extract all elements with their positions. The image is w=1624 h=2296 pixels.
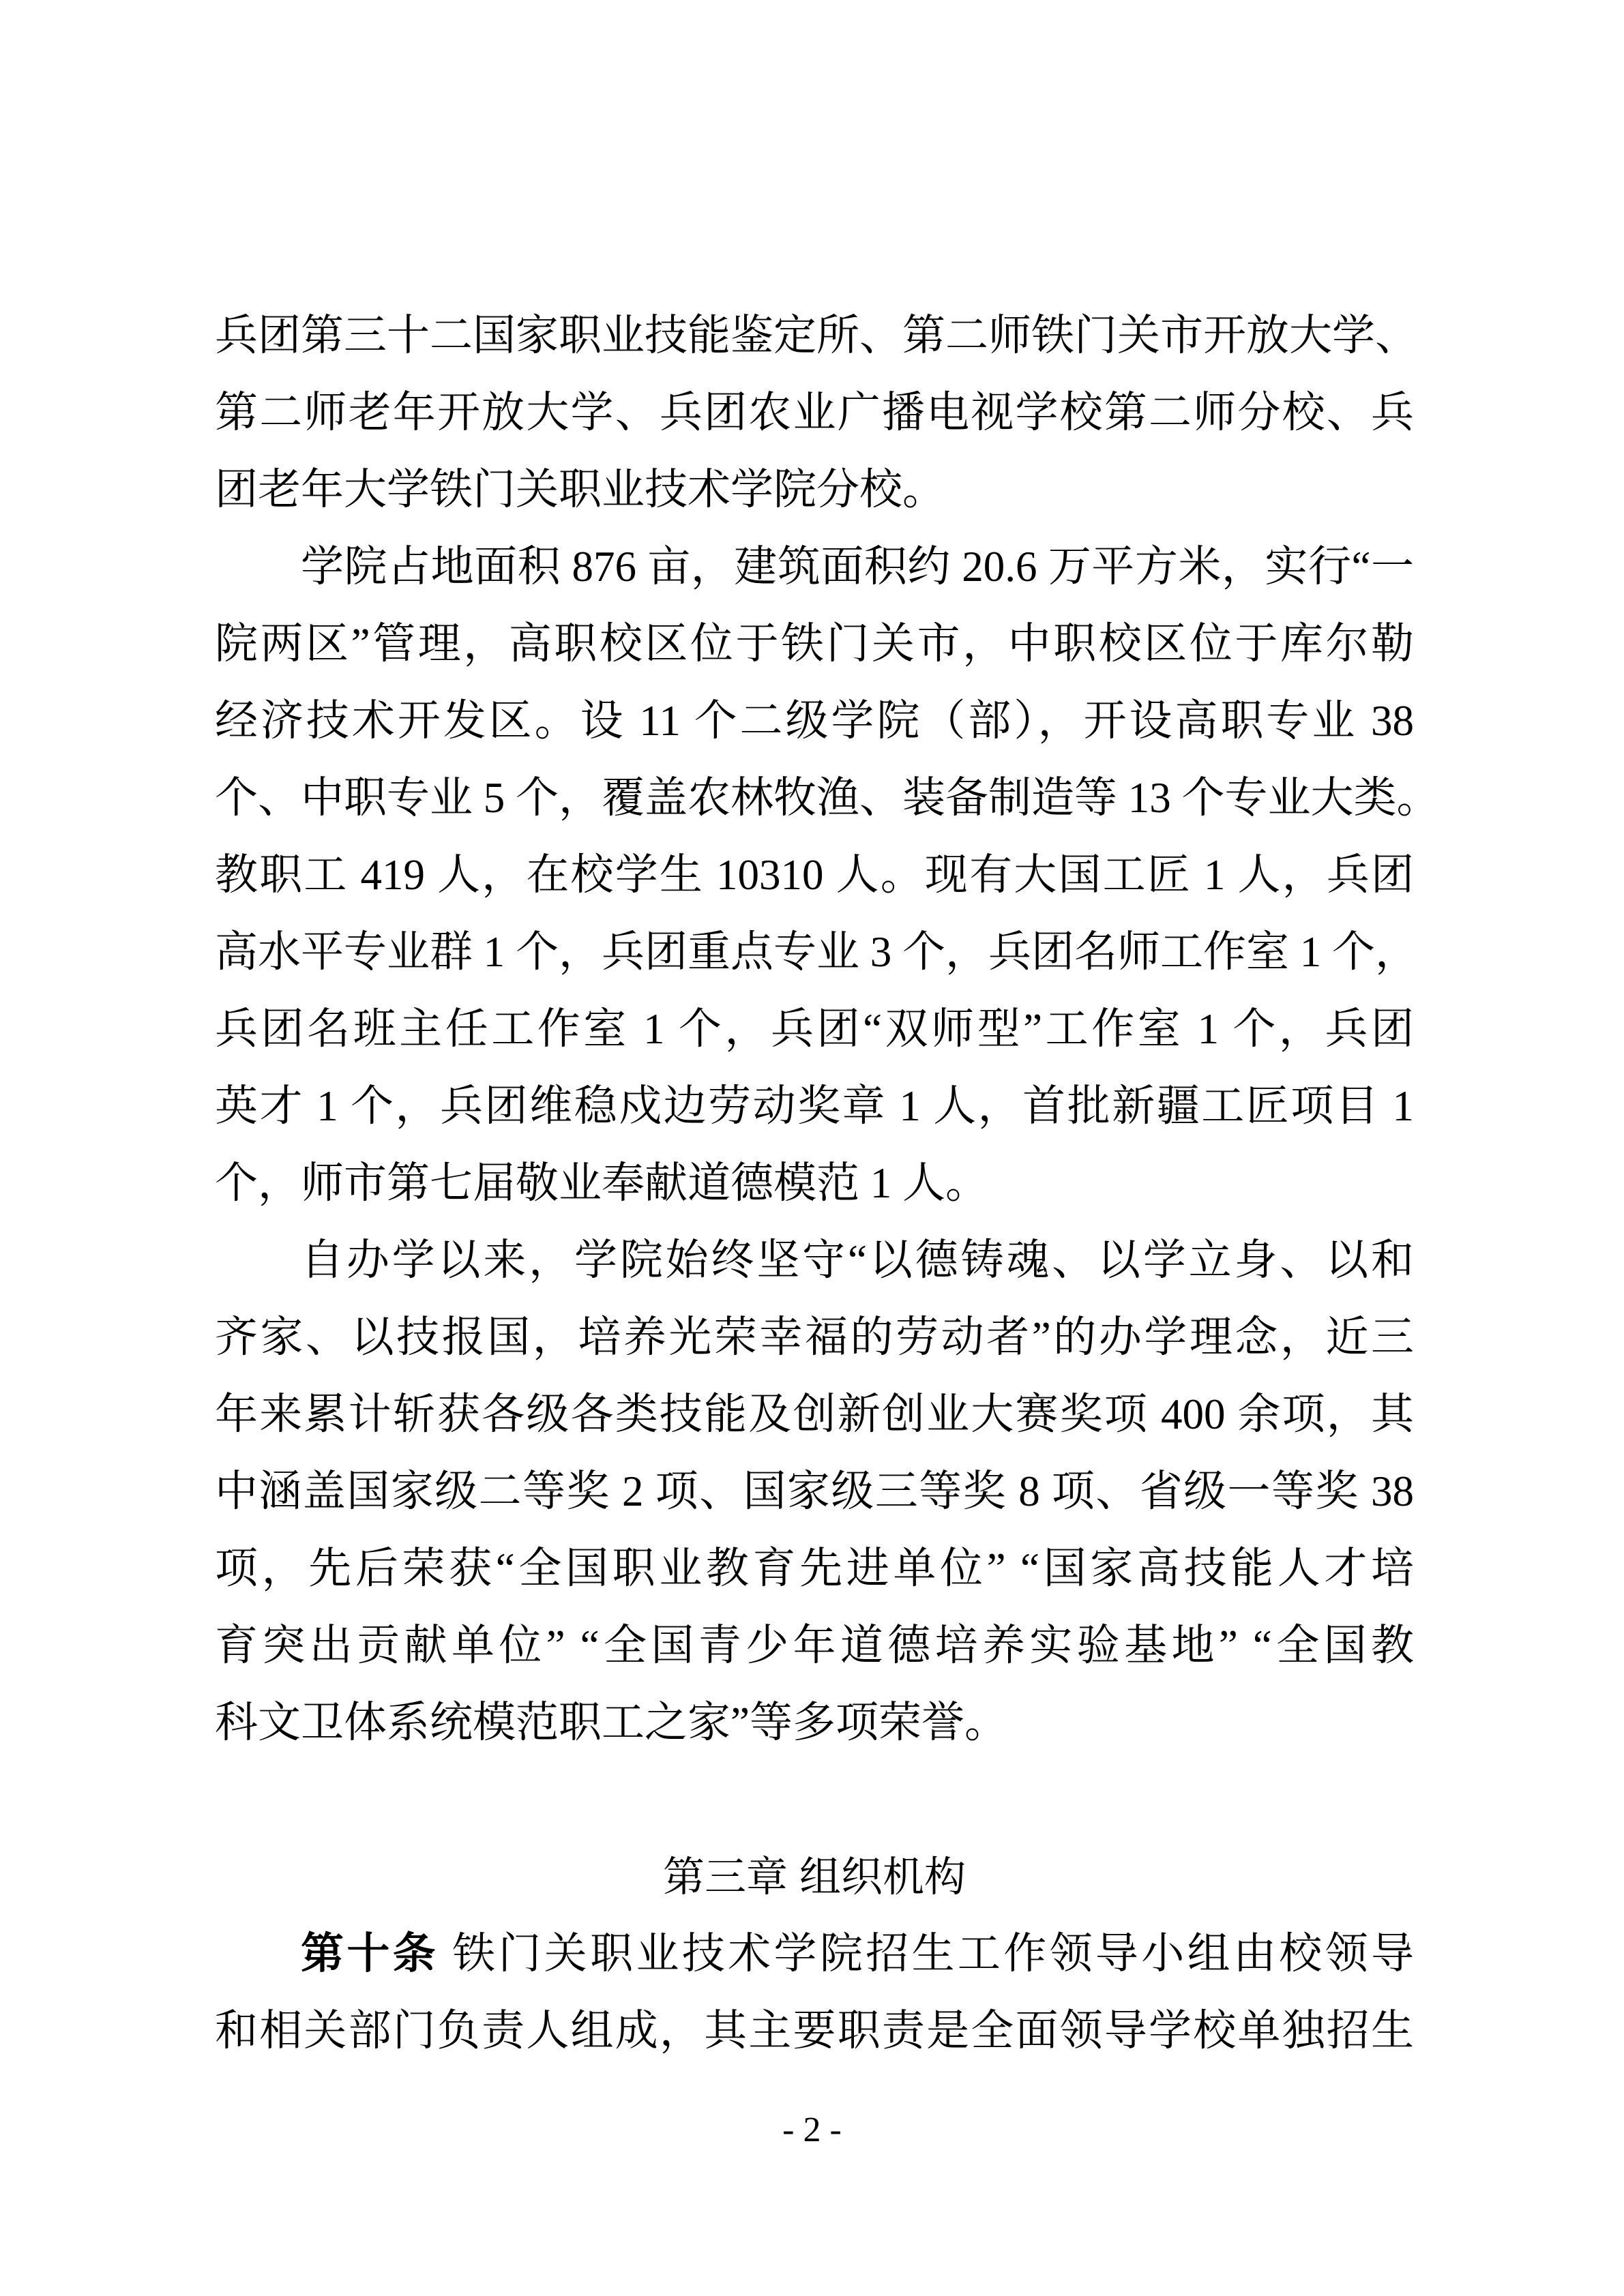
body-line: 科文卫体系统模范职工之家”等多项荣誉。 bbox=[215, 1699, 1007, 1746]
article-second-line: 和相关部门负责人组成，其主要职责是全面领导学校单独招生 bbox=[215, 2007, 1414, 2055]
body-line: 育突出贡献单位” “全国青少年道德培养实验基地” “全国教 bbox=[215, 1622, 1414, 1669]
body-line: 高水平专业群 1 个，兵团重点专业 3 个，兵团名师工作室 1 个， bbox=[215, 928, 1418, 976]
body-line: 年来累计斩获各级各类技能及创新创业大赛奖项 400 余项，其 bbox=[215, 1390, 1414, 1438]
article-line-text: 铁门关职业技术学院招生工作领导小组由校领导 bbox=[452, 1930, 1414, 1978]
body-line: 自办学以来，学院始终坚守“以德铸魂、以学立身、以和 bbox=[301, 1236, 1414, 1284]
article-number-label: 第十条 bbox=[301, 1930, 439, 1978]
body-line: 兵团名班主任工作室 1 个，兵团“双师型”工作室 1 个，兵团 bbox=[215, 1005, 1414, 1053]
document-body bbox=[215, 297, 1440, 2070]
blank-line bbox=[215, 1761, 1414, 1838]
body-line: 英才 1 个，兵团维稳戍边劳动奖章 1 人，首批新疆工匠项目 1 bbox=[215, 1082, 1414, 1130]
body-line: 院两区”管理，高职校区位于铁门关市，中职校区位于库尔勒 bbox=[215, 620, 1414, 668]
body-line: 经济技术开发区。设 11 个二级学院（部），开设高职专业 38 bbox=[215, 697, 1414, 745]
chapter-heading: 第三章 组织机构 bbox=[663, 1853, 966, 1900]
body-line: 学院占地面积 876 亩，建筑面积约 20.6 万平方米，实行“一 bbox=[301, 543, 1414, 591]
body-line: 团老年大学铁门关职业技术学院分校。 bbox=[215, 466, 945, 513]
body-line: 项，先后荣获“全国职业教育先进单位” “国家高技能人才培 bbox=[215, 1545, 1414, 1592]
article-label-gap bbox=[439, 1930, 452, 1978]
body-line: 个，师市第七届敬业奉献道德模范 1 人。 bbox=[215, 1159, 988, 1207]
body-line: 教职工 419 人，在校学生 10310 人。现有大国工匠 1 人，兵团 bbox=[215, 851, 1414, 899]
body-line: 第二师老年开放大学、兵团农业广播电视学校第二师分校、兵 bbox=[215, 389, 1414, 436]
body-line: 中涵盖国家级二等奖 2 项、国家级三等奖 8 项、省级一等奖 38 bbox=[215, 1467, 1414, 1515]
body-line: 个、中职专业 5 个，覆盖农林牧渔、装备制造等 13 个专业大类。 bbox=[215, 774, 1440, 822]
article-first-line bbox=[215, 1915, 1414, 1993]
body-line: 齐家、以技报国，培养光荣幸福的劳动者”的办学理念，近三 bbox=[215, 1313, 1414, 1361]
page-number: - 2 - bbox=[782, 2111, 842, 2149]
body-line: 兵团第三十二国家职业技能鉴定所、第二师铁门关市开放大学、 bbox=[215, 312, 1418, 359]
